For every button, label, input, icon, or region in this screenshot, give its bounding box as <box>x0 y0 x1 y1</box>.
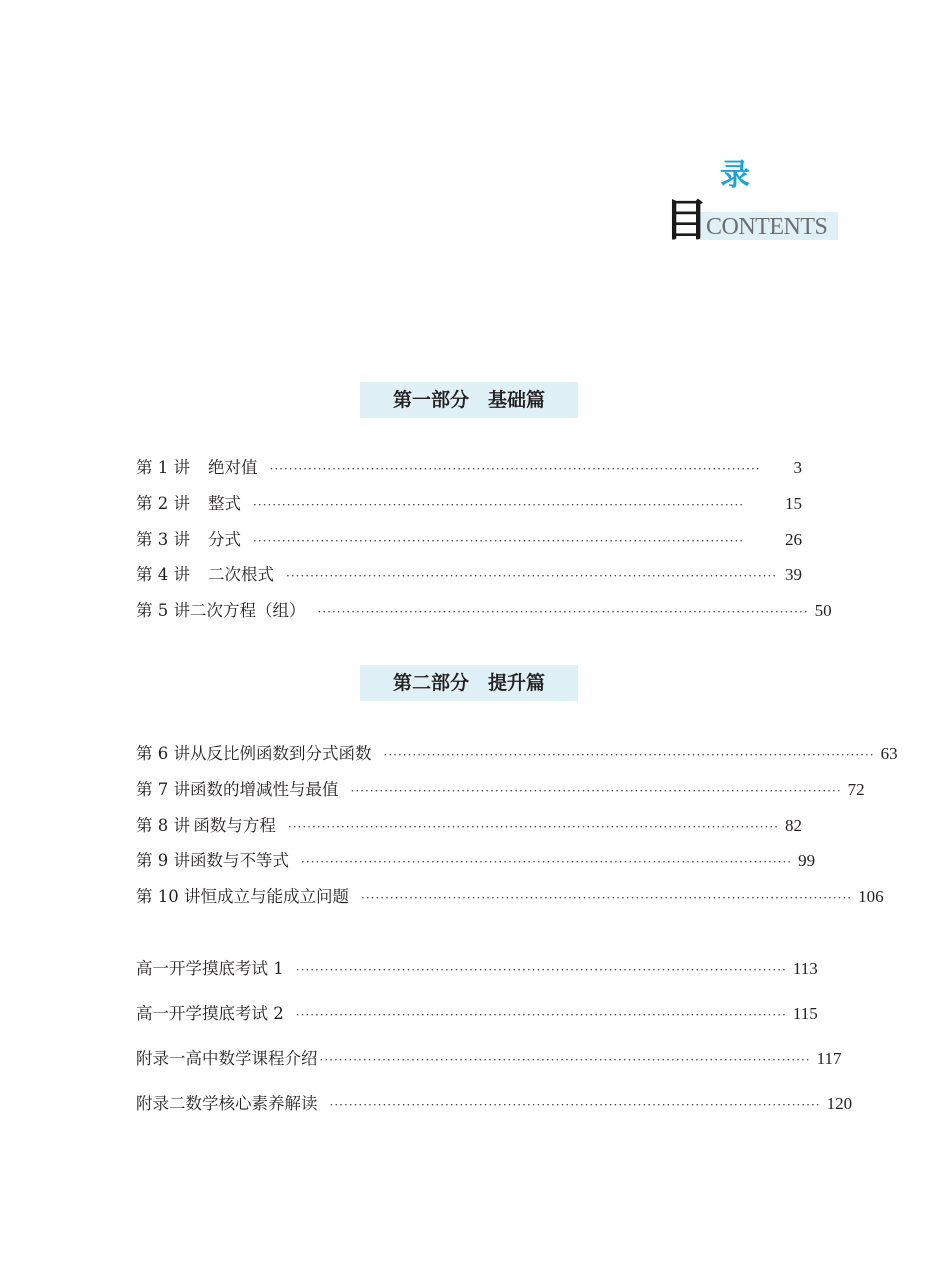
page-number: 117 <box>816 1049 842 1068</box>
lesson-title: 函数与不等式 <box>190 851 289 870</box>
lesson-title: 函数与方程 <box>193 816 276 835</box>
lesson-title: 恒成立与能成立问题 <box>200 887 349 906</box>
title-char-lu: 录 <box>720 158 750 193</box>
toc-entry-exam-1[interactable] <box>136 956 818 982</box>
page-number: 99 <box>798 851 816 870</box>
page-number: 63 <box>880 744 898 763</box>
page-number: 115 <box>792 1004 818 1023</box>
dot-leader: ······································································································ <box>253 498 745 512</box>
lesson-number: 第 2 讲 <box>136 494 190 513</box>
toc-entry-lesson-7[interactable] <box>136 777 865 803</box>
dot-leader: ······································································································ <box>383 748 875 762</box>
part-heading-2: 第二部分 提升篇 <box>360 665 578 701</box>
dot-leader: ······································································································ <box>269 462 761 476</box>
lesson-title: 二次方程（组） <box>190 601 306 620</box>
page-number: 26 <box>785 530 802 549</box>
page-number: 39 <box>785 565 802 584</box>
toc-entry-appendix-2[interactable] <box>136 1091 853 1117</box>
appendix-title: 数学核心素养解读 <box>185 1094 318 1113</box>
page-number: 113 <box>792 959 818 978</box>
toc-entry-lesson-4[interactable] <box>136 562 802 588</box>
toc-entry-lesson-3[interactable] <box>136 527 802 553</box>
page-number: 106 <box>858 887 884 906</box>
lesson-number: 第 10 讲 <box>136 887 201 906</box>
toc-entry-lesson-10[interactable] <box>136 884 884 910</box>
lesson-number: 第 7 讲 <box>136 780 190 799</box>
lesson-number: 第 8 讲 <box>136 816 190 835</box>
contents-label: CONTENTS <box>706 214 828 240</box>
dot-leader: ······································································································ <box>287 820 779 834</box>
lesson-title: 二次根式 <box>208 565 274 584</box>
page-number: 120 <box>826 1094 853 1113</box>
lesson-number: 第 3 讲 <box>136 530 190 549</box>
toc-entry-appendix-1[interactable] <box>136 1046 842 1072</box>
lesson-number: 第 9 讲 <box>136 851 190 870</box>
dot-leader: ······································································································ <box>295 1008 787 1022</box>
page-number: 72 <box>847 780 865 799</box>
lesson-number: 第 1 讲 <box>136 458 190 477</box>
exam-title: 高一开学摸底考试 2 <box>136 1004 284 1023</box>
exam-title: 高一开学摸底考试 1 <box>136 959 284 978</box>
dot-leader: ······································································································ <box>253 534 745 548</box>
lesson-title: 绝对值 <box>208 458 258 477</box>
dot-leader: ······································································································ <box>350 784 842 798</box>
dot-leader: ······································································································ <box>301 855 793 869</box>
lesson-number: 第 6 讲 <box>136 744 190 763</box>
lesson-title: 整式 <box>208 494 241 513</box>
dot-leader: ······································································································ <box>319 1053 811 1067</box>
lesson-title: 分式 <box>208 530 241 549</box>
lesson-title: 从反比例函数到分式函数 <box>190 744 372 763</box>
appendix-number: 附录二 <box>136 1094 186 1113</box>
page-number: 3 <box>793 458 802 477</box>
dot-leader: ······································································································ <box>295 963 787 977</box>
toc-entry-lesson-6[interactable] <box>136 741 898 767</box>
lesson-number: 第 4 讲 <box>136 565 190 584</box>
page-number: 50 <box>814 601 832 620</box>
toc-entry-lesson-5[interactable] <box>136 598 832 624</box>
lesson-title: 函数的增减性与最值 <box>190 780 339 799</box>
page-number: 82 <box>785 816 802 835</box>
page-number: 15 <box>785 494 802 513</box>
contents-title <box>660 158 850 248</box>
toc-entry-exam-2[interactable] <box>136 1001 818 1027</box>
dot-leader: ······································································································ <box>317 605 809 619</box>
appendix-title: 高中数学课程介绍 <box>185 1049 318 1068</box>
toc-entry-lesson-8[interactable] <box>136 813 802 839</box>
toc-entry-lesson-2[interactable] <box>136 491 802 517</box>
dot-leader: ······································································································ <box>361 891 853 905</box>
dot-leader: ······································································································ <box>286 569 778 583</box>
toc-entry-lesson-1[interactable] <box>136 455 802 481</box>
dot-leader: ······································································································ <box>329 1098 821 1112</box>
title-char-mu: 目 <box>664 195 708 246</box>
lesson-number: 第 5 讲 <box>136 601 190 620</box>
appendix-number: 附录一 <box>136 1049 186 1068</box>
toc-entry-lesson-9[interactable] <box>136 848 816 874</box>
part-heading-1: 第一部分 基础篇 <box>360 382 578 418</box>
